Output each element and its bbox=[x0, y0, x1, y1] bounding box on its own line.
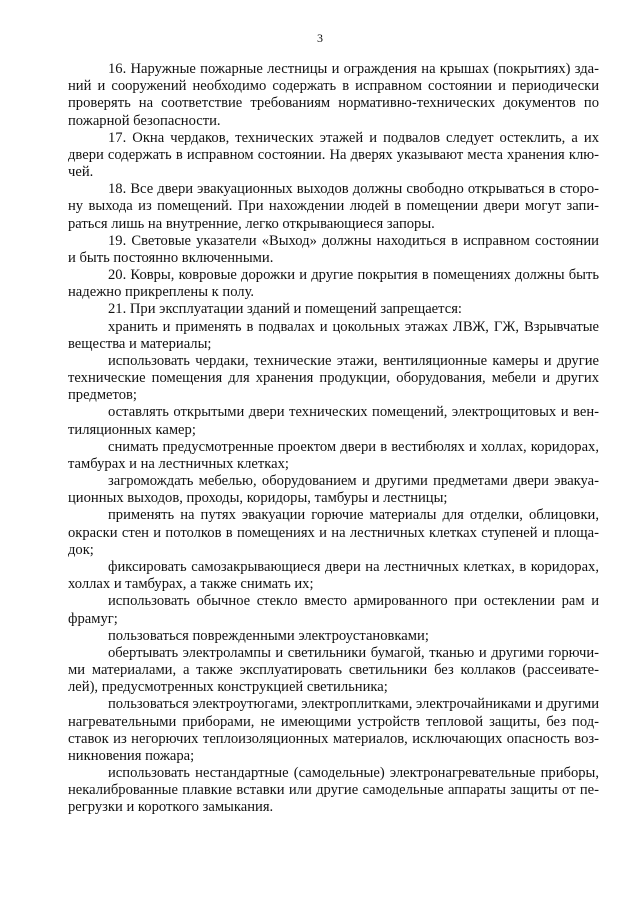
text-line: ну выхода из помещений. При нахождении людей в помещении двери могут запи- bbox=[68, 198, 599, 215]
paragraph bbox=[68, 404, 599, 438]
paragraph bbox=[68, 61, 599, 130]
text-line: 17. Окна чердаков, технических этажей и подвалов следует остеклить, а их bbox=[108, 129, 599, 146]
text-line: ми материалами, а также эксплуатировать светильники без коллаков (рассеивате- bbox=[68, 662, 599, 679]
text-line: тамбурах и на лестничных клетках; bbox=[68, 455, 289, 472]
text-line: ционных выходов, проходы, коридоры, тамбуры и лестницы; bbox=[68, 490, 448, 507]
text-line: хранить и применять в подвалах и цокольных этажах ЛВЖ, ГЖ, Взрывчатые bbox=[108, 318, 599, 335]
text-line: использовать нестандартные (самодельные) электронагревательные приборы, bbox=[108, 765, 599, 782]
text-line: фиксировать самозакрывающиеся двери на лестничных клетках, в коридорах, bbox=[108, 558, 599, 575]
paragraph bbox=[68, 559, 599, 593]
text-line: применять на путях эвакуации горючие материалы для отделки, облицовки, bbox=[108, 507, 599, 524]
text-line: обертывать электролампы и светильники бумагой, тканью и другими горючи- bbox=[108, 644, 599, 661]
text-line: док; bbox=[68, 541, 94, 558]
page-number: 3 bbox=[317, 31, 323, 45]
text-line: снимать предусмотренные проектом двери в вестибюлях и холлах, коридорах, bbox=[108, 438, 599, 455]
paragraph bbox=[68, 233, 599, 267]
text-line: нагревательными приборами, не имеющими устройств тепловой защиты, без под- bbox=[68, 713, 599, 730]
text-line: и быть постоянно включенными. bbox=[68, 249, 274, 266]
text-line: вещества и материалы; bbox=[68, 335, 212, 352]
paragraph bbox=[68, 301, 599, 318]
text-line: надежно прикреплены к полу. bbox=[68, 284, 255, 301]
text-line: лей), предусмотренных конструкцией светильника; bbox=[68, 679, 388, 696]
text-line: пользоваться электроутюгами, электроплитками, электрочайниками и другими bbox=[108, 696, 599, 713]
paragraph bbox=[68, 628, 599, 645]
paragraph bbox=[68, 645, 599, 697]
text-line: пользоваться поврежденными электроустановками; bbox=[108, 627, 429, 644]
paragraph bbox=[68, 473, 599, 507]
text-line: регрузки и короткого замыкания. bbox=[68, 799, 274, 816]
text-line: ний и сооружений необходимо содержать в исправном состоянии и периодически bbox=[68, 78, 599, 95]
paragraph bbox=[68, 267, 599, 301]
paragraph bbox=[68, 319, 599, 353]
text-line: проверять на соответствие требованиям нормативно-технических документов по bbox=[68, 95, 599, 112]
text-line: пожарной безопасности. bbox=[68, 112, 221, 129]
text-line: загромождать мебелью, оборудованием и другими предметами двери эвакуа- bbox=[108, 473, 599, 490]
paragraph bbox=[68, 181, 599, 233]
text-line: тиляционных камер; bbox=[68, 421, 196, 438]
text-line: двери содержать в исправном состоянии. На дверях указывают места хранения клю- bbox=[68, 146, 599, 163]
text-line: фрамуг; bbox=[68, 610, 118, 627]
text-line: технические помещения для хранения продукции, оборудования, мебели и других bbox=[68, 370, 599, 387]
text-line: ставок из негорючих теплоизоляционных материалов, исключающих опасность воз- bbox=[68, 730, 599, 747]
document-body bbox=[68, 61, 599, 817]
paragraph bbox=[68, 130, 599, 182]
text-line: использовать чердаки, технические этажи, вентиляционные камеры и другие bbox=[108, 352, 599, 369]
paragraph bbox=[68, 507, 599, 559]
text-line: оставлять открытыми двери технических помещений, электрощитовых и вен- bbox=[108, 404, 599, 421]
text-line: 16. Наружные пожарные лестницы и ограждения на крышах (покрытиях) зда- bbox=[108, 61, 599, 77]
text-line: 21. При эксплуатации зданий и помещений запрещается: bbox=[108, 301, 462, 318]
paragraph bbox=[68, 593, 599, 627]
text-line: чей. bbox=[68, 164, 94, 181]
text-line: предметов; bbox=[68, 387, 137, 404]
text-line: раться лишь на внутренние, легко открывающиеся запоры. bbox=[68, 215, 435, 232]
text-line: никновения пожара; bbox=[68, 747, 195, 764]
text-line: 19. Световые указатели «Выход» должны находиться в исправном состоянии bbox=[108, 232, 599, 249]
text-line: холлах и тамбурах, а также снимать их; bbox=[68, 576, 314, 593]
paragraph bbox=[68, 765, 599, 817]
paragraph bbox=[68, 439, 599, 473]
paragraph bbox=[68, 696, 599, 765]
text-line: использовать обычное стекло вместо армированного при остеклении рам и bbox=[108, 593, 599, 610]
text-line: окраски стен и потолков в помещениях и на лестничных клетках ступеней и площа- bbox=[68, 524, 599, 541]
text-line: 18. Все двери эвакуационных выходов должны свободно открываться в сторо- bbox=[108, 181, 599, 198]
text-line: некалиброванные плавкие вставки или другие самодельные аппараты защиты от пе- bbox=[68, 782, 599, 799]
paragraph bbox=[68, 353, 599, 405]
text-line: 20. Ковры, ковровые дорожки и другие покрытия в помещениях должны быть bbox=[108, 267, 599, 284]
